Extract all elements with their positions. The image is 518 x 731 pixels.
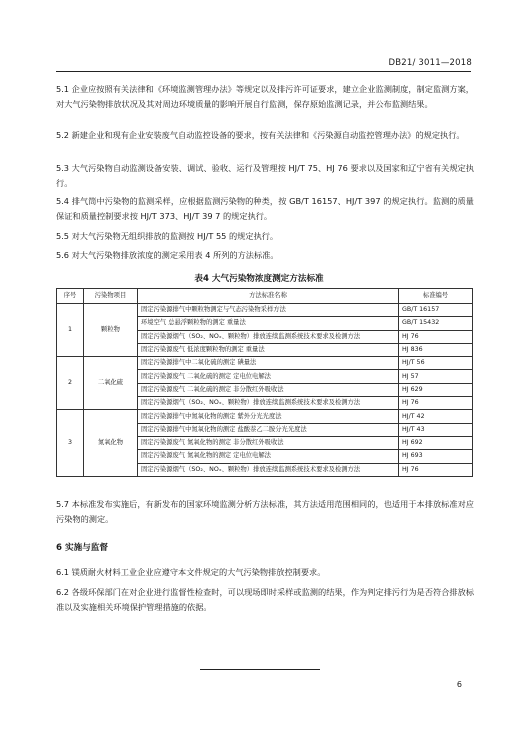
standard-code: HJ 57 bbox=[399, 370, 473, 383]
group-seq: 3 bbox=[57, 410, 84, 476]
method-name: 固定污染源烟气（SO₂、NOₓ、颗粒物）排放连续监测系统技术要求及检测方法 bbox=[138, 397, 399, 410]
method-name: 环境空气 总悬浮颗粒物的测定 重量法 bbox=[138, 317, 399, 330]
standard-code: HJ 76 bbox=[399, 397, 473, 410]
method-name: 固定污染源烟气（SO₂、NOₓ、颗粒物）排放连续监测系统技术要求及检测方法 bbox=[138, 463, 399, 476]
standard-code: HJ 629 bbox=[399, 383, 473, 396]
paragraph-5-1: 5.1 企业应按照有关法律和《环境监测管理办法》等规定以及排污许可证要求，建立企业监测制度，制定监测方案，对大气污染物排放状况及其对周边环境质量的影响开展自行监测，保存原始监测记录，并公布监测结果。 bbox=[56, 84, 474, 109]
paragraph-6-1: 6.1 镁质耐火材料工业企业应遵守本文件规定的大气污染物排放控制要求。 bbox=[56, 567, 326, 577]
standard-code: HJ/T 43 bbox=[399, 423, 473, 436]
method-name: 固定污染源废气 二氧化硫的测定 定电位电解法 bbox=[138, 370, 399, 383]
page-number: 6 bbox=[456, 680, 462, 689]
table-row bbox=[57, 357, 473, 370]
group-seq: 1 bbox=[57, 304, 84, 357]
method-name: 固定污染源废气 氮氧化物的测定 非分散红外吸收法 bbox=[138, 436, 399, 449]
standard-code: HJ 76 bbox=[399, 330, 473, 343]
table-caption: 表4 大气污染物浓度测定方法标准 bbox=[194, 274, 324, 284]
method-name: 固定污染源排气中氮氧化物的测定 盐酸萘乙二胺分光光度法 bbox=[138, 423, 399, 436]
standard-code: HJ/T 42 bbox=[399, 410, 473, 423]
standard-code: GB/T 15432 bbox=[399, 317, 473, 330]
standard-code: HJ 836 bbox=[399, 343, 473, 356]
standard-code: HJ 692 bbox=[399, 436, 473, 449]
standard-code: GB/T 16157 bbox=[399, 304, 473, 317]
group-pollutant: 氮氧化物 bbox=[84, 410, 138, 476]
header-code: 标准编号 bbox=[399, 289, 473, 304]
footer-rule bbox=[200, 669, 320, 670]
method-name: 固定污染源排气中二氧化硫的测定 碘量法 bbox=[138, 357, 399, 370]
paragraph-5-5: 5.5 对大气污染物无组织排放的监测按 HJ/T 55 的规定执行。 bbox=[56, 231, 279, 241]
group-pollutant: 颗粒物 bbox=[84, 304, 138, 357]
header-method: 方法标准名称 bbox=[138, 289, 399, 304]
method-name: 固定污染源废气 二氧化硫的测定 非分散红外吸收法 bbox=[138, 383, 399, 396]
table-header-row bbox=[57, 289, 473, 304]
standard-code: HJ 76 bbox=[399, 463, 473, 476]
method-name: 固定污染源废气 低浓度颗粒物的测定 重量法 bbox=[138, 343, 399, 356]
paragraph-5-7: 5.7 本标准发布实施后，有新发布的国家环境监测分析方法标准，其方法适用范围相同的，也适用于本排放标准对应污染物的测定。 bbox=[56, 499, 474, 524]
header-rule bbox=[56, 71, 471, 72]
standard-code: HJ 693 bbox=[399, 450, 473, 463]
header-seq: 序号 bbox=[57, 289, 84, 304]
section-6-heading: 6 实施与监督 bbox=[56, 543, 108, 553]
method-name: 固定污染源排气中颗粒物测定与气态污染物采样方法 bbox=[138, 304, 399, 317]
method-name: 固定污染源烟气（SO₂、NOₓ、颗粒物）排放连续监测系统技术要求及检测方法 bbox=[138, 330, 399, 343]
table-row bbox=[57, 304, 473, 317]
paragraph-5-6: 5.6 对大气污染物排放浓度的测定采用表 4 所列的方法标准。 bbox=[56, 250, 279, 260]
document-code: DB21/ 3011—2018 bbox=[388, 58, 472, 68]
method-name: 固定污染源排气中氮氧化物的测定 紫外分光光度法 bbox=[138, 410, 399, 423]
paragraph-5-2: 5.2 新建企业和现有企业安装废气自动监控设备的要求，按有关法律和《污染源自动监控管理办法》的规定执行。 bbox=[56, 130, 465, 140]
header-pollutant: 污染物项目 bbox=[84, 289, 138, 304]
paragraph-5-3: 5.3 大气污染物自动监测设备安装、调试、验收、运行及管理按 HJ/T 75、HJ 76 要求以及国家和辽宁省有关规定执行。 bbox=[56, 163, 474, 188]
standard-code: HJ/T 56 bbox=[399, 357, 473, 370]
method-standards-table bbox=[56, 288, 473, 477]
paragraph-5-4: 5.4 排气筒中污染物的监测采样，应根据监测污染物的种类，按 GB/T 16157、HJ/T 397 的规定执行。监测的质量保证和质量控制要求按 HJ/T 373、HJ/T 39 7 的规定执行。 bbox=[56, 196, 474, 221]
group-pollutant: 二氧化硫 bbox=[84, 357, 138, 410]
paragraph-6-2: 6.2 各级环保部门在对企业进行监督性检查时，可以现场即时采样或监测的结果，作为判定排污行为是否符合排放标准以及实施相关环境保护管理措施的依据。 bbox=[56, 587, 474, 612]
method-name: 固定污染源废气 氮氧化物的测定 定电位电解法 bbox=[138, 450, 399, 463]
table-row bbox=[57, 410, 473, 423]
group-seq: 2 bbox=[57, 357, 84, 410]
